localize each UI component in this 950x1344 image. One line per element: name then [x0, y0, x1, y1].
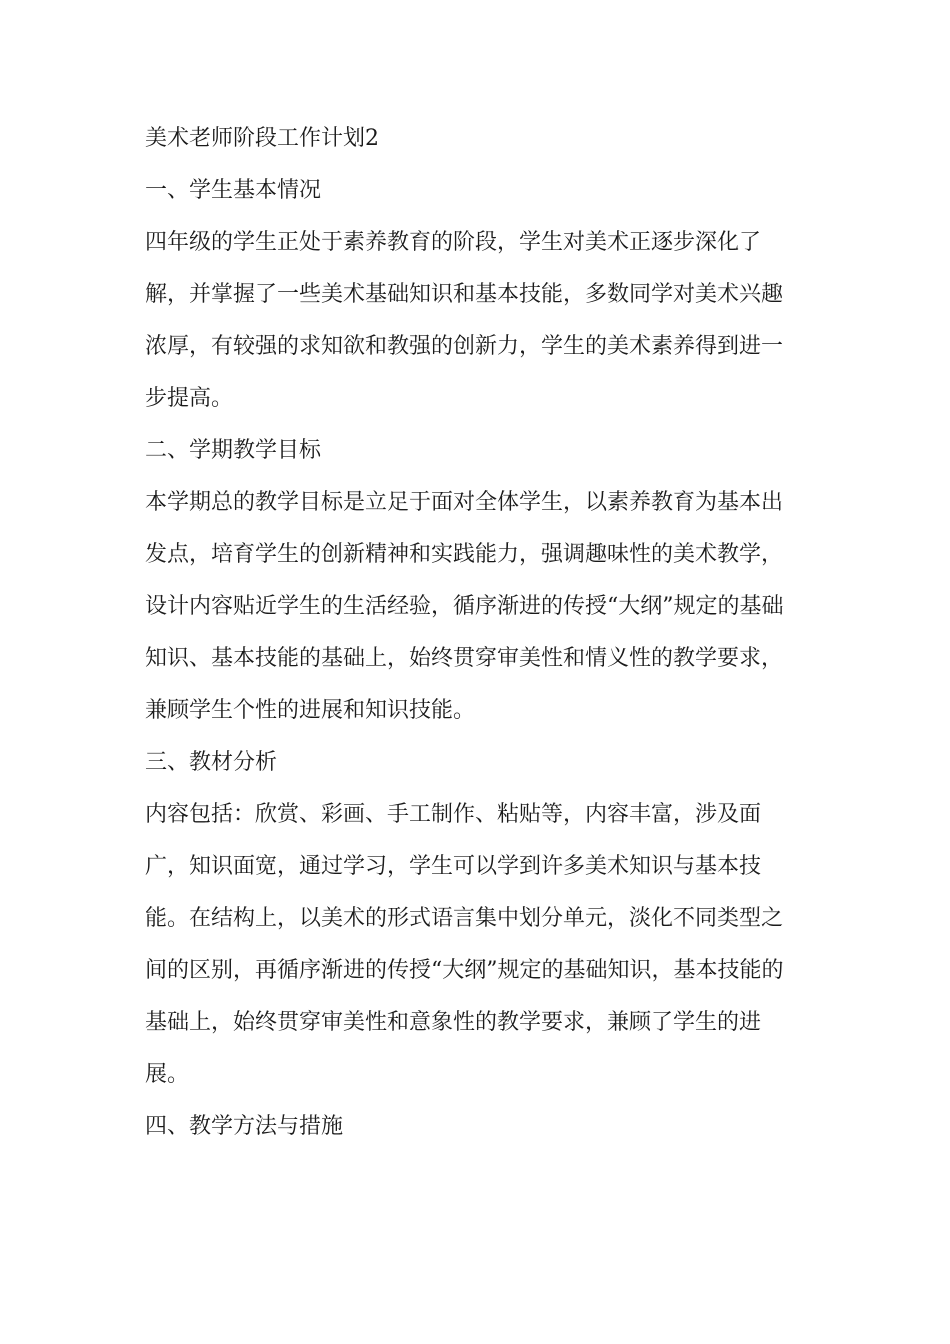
text-line: 知识、基本技能的基础上，始终贯穿审美性和情义性的教学要求， [145, 646, 784, 671]
text-line: 浓厚，有较强的求知欲和教强的创新力，学生的美术素养得到进一 [145, 334, 784, 359]
text-line: 能。在结构上，以美术的形式语言集中划分单元，淡化不同类型之 [145, 906, 784, 931]
document-title: 美术老师阶段工作计划2 [145, 126, 379, 151]
section-body-student-situation [145, 217, 805, 425]
section-heading-textbook-analysis: 三、教材分析 [145, 750, 278, 775]
text-line: 内容包括：欣赏、彩画、手工制作、粘贴等，内容丰富，涉及面 [145, 802, 762, 827]
text-line: 基础上，始终贯穿审美性和意象性的教学要求，兼顾了学生的进 [145, 1010, 762, 1035]
text-line: 展。 [145, 1062, 190, 1087]
text-line: 间的区别，再循序渐进的传授“大纲”规定的基础知识，基本技能的 [145, 958, 784, 983]
section-body-textbook-analysis [145, 789, 805, 1101]
text-line: 发点，培育学生的创新精神和实践能力，强调趣味性的美术教学， [145, 542, 784, 567]
text-line: 四年级的学生正处于素养教育的阶段，学生对美术正逐步深化了 [145, 230, 762, 255]
text-line: 设计内容贴近学生的生活经验，循序渐进的传授“大纲”规定的基础 [145, 594, 784, 619]
text-line: 广，知识面宽，通过学习，学生可以学到许多美术知识与基本技 [145, 854, 762, 879]
section-heading-student-situation: 一、学生基本情况 [145, 178, 322, 203]
section-body-teaching-goals [145, 477, 805, 737]
section-heading-teaching-methods: 四、教学方法与措施 [145, 1114, 344, 1139]
text-line: 解，并掌握了一些美术基础知识和基本技能，多数同学对美术兴趣 [145, 282, 784, 307]
section-heading-teaching-goals: 二、学期教学目标 [145, 438, 322, 463]
text-line: 步提高。 [145, 386, 234, 411]
text-line: 本学期总的教学目标是立足于面对全体学生，以素养教育为基本出 [145, 490, 784, 515]
document-page [145, 113, 805, 1153]
text-line: 兼顾学生个性的进展和知识技能。 [145, 698, 476, 723]
